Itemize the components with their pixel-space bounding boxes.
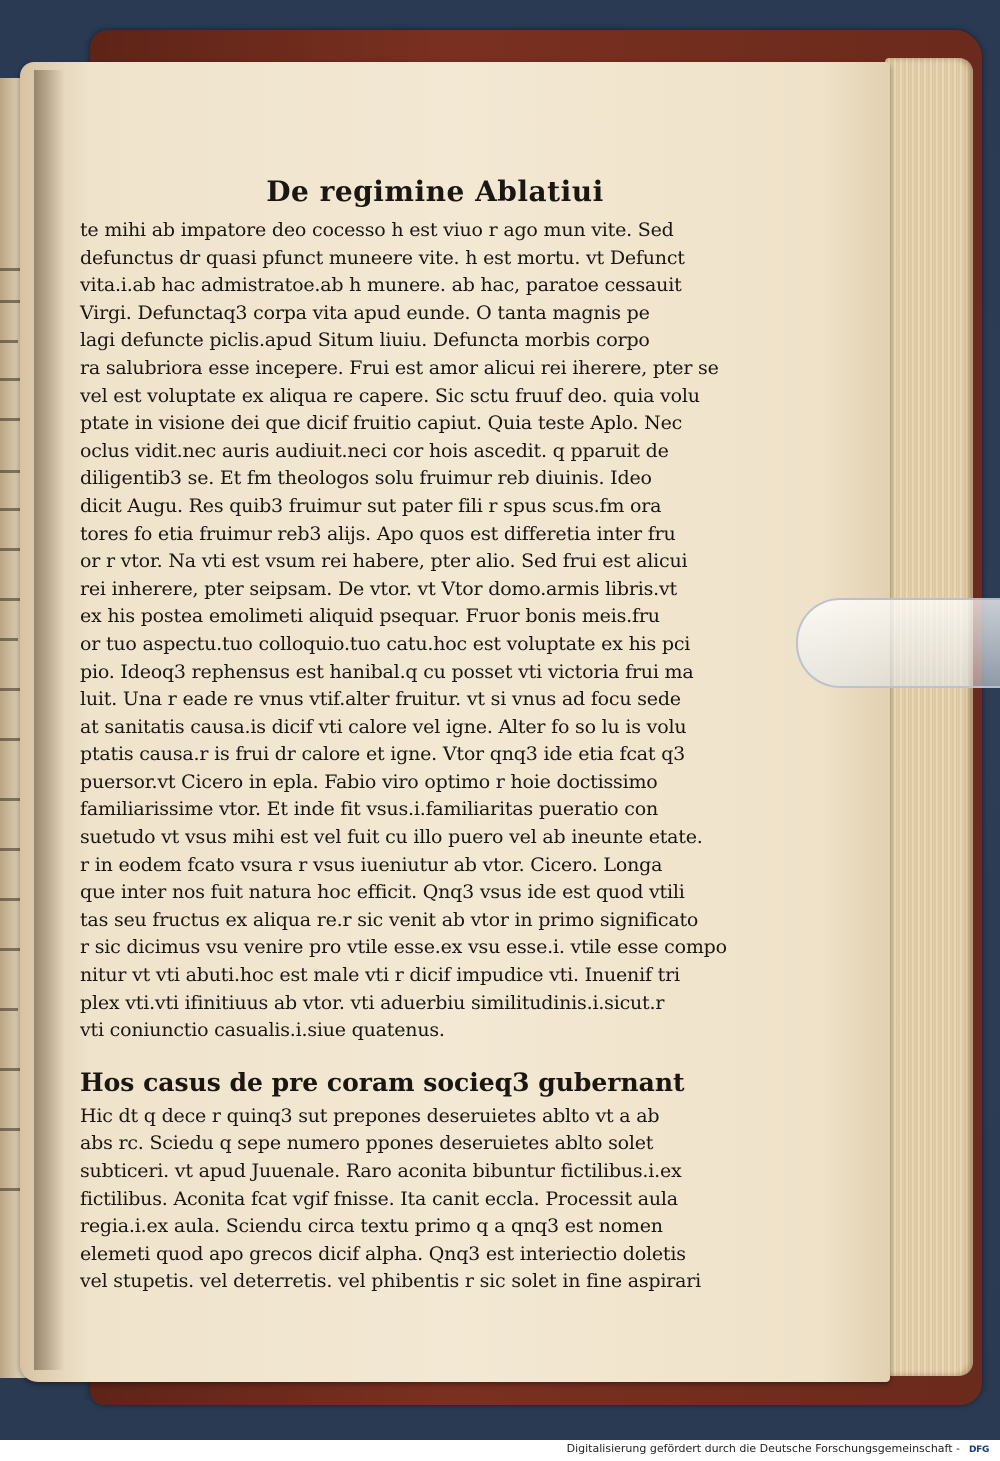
text-line: familiarissime vtor. Et inde fit vsus.i.familiaritas pueratio con — [80, 798, 658, 821]
text-line: te mihi ab impatore deo cocesso h est viuo r ago mun vite. Sed — [80, 219, 674, 241]
text-line: r sic dicimus vsu venire pro vtile esse.ex vsu esse.i. vtile esse compo — [80, 936, 727, 959]
text-line: elemeti quod apo grecos dicif alpha. Qnq3 est interiectio doletis — [80, 1242, 686, 1265]
text-line: ex his postea emolimeti aliquid psequar. Fruor bonis meis.fru — [80, 605, 660, 628]
section-gap — [80, 1045, 760, 1067]
text-line: ptatis causa.r is frui dr calore et igne. Vtor qnq3 ide etia fcat q3 — [80, 743, 686, 766]
text-line: nitur vt vti abuti.hoc est male vti r dicif impudice vti. Inuenif tri — [80, 964, 680, 987]
text-line: regia.i.ex aula. Sciendu circa textu primo q a qnq3 est nomen — [80, 1215, 663, 1238]
text-line: defunctus dr quasi pfunct muneere vite. h est mortu. vt Defunct — [80, 246, 685, 269]
text-line: vel est voluptate ex aliqua re capere. Sic sctu fruuf deo. quia volu — [80, 384, 700, 407]
section-text — [80, 1103, 760, 1296]
page-heading: De regimine Ablatiui — [266, 175, 604, 208]
text-line: tores fo etia fruimur reb3 alijs. Apo quos est differetia inter fru — [80, 522, 676, 545]
text-line: Virgi. Defunctaq3 corpa vita apud eunde. O tanta magnis pe — [80, 301, 650, 324]
text-line: pio. Ideoq3 rephensus est hanibal.q cu posset vti victoria frui ma — [80, 660, 694, 683]
text-line: fictilibus. Aconita fcat vgif fnisse. Ita canit eccla. Processit aula — [80, 1187, 678, 1210]
text-line: ptate in visione dei que dicif fruitio capiut. Quia teste Aplo. Nec — [80, 412, 683, 435]
text-line: tas seu fructus ex aliqua re.r sic venit ab vtor in primo significato — [80, 908, 699, 931]
text-line: ra salubriora esse incepere. Frui est amor alicui rei iherere, pter se — [80, 356, 719, 379]
text-line: rei inherere, pter seipsam. De vtor. vt Vtor domo.armis libris.vt — [80, 577, 677, 600]
section-heading: Hos casus de pre coram socieq3 gubernant — [80, 1067, 685, 1097]
text-line: vita.i.ab hac admistratoe.ab h munere. ab hac, paratoe cessauit — [80, 274, 682, 297]
text-line: or tuo aspectu.tuo colloquio.tuo catu.hoc est voluptate ex his pci — [80, 632, 691, 655]
text-line: diligentib3 se. Et fm theologos solu fruimur reb diuinis. Ideo — [80, 467, 652, 490]
text-line: puersor.vt Cicero in epla. Fabio viro optimo r hoie doctissimo — [80, 770, 658, 793]
text-line: oclus vidit.nec auris audiuit.neci cor hois ascedit. q pparuit de — [80, 439, 669, 462]
text-line: vel stupetis. vel deterretis. vel phibentis r sic solet in fine aspirari — [80, 1270, 701, 1293]
text-line: lagi defuncte piclis.apud Situm liuiu. Defuncta morbis corpo — [80, 329, 650, 352]
text-line: luit. Una r eade re vnus vtif.alter fruitur. vt si vnus ad focu sede — [80, 688, 681, 711]
text-line: at sanitatis causa.is dicif vti calore vel igne. Alter fo so lu is volu — [80, 715, 687, 738]
page-clip — [796, 598, 1000, 688]
text-line: suetudo vt vsus mihi est vel fuit cu illo puero vel ab ineunte etate. — [80, 826, 703, 849]
page-text — [80, 175, 760, 1296]
text-line: abs rc. Sciedu q sepe numero ppones deseruietes ablto solet — [80, 1132, 654, 1155]
text-line: or r vtor. Na vti est vsum rei habere, pter alio. Sed frui est alicui — [80, 550, 688, 573]
text-line: que inter nos fuit natura hoc efficit. Qnq3 vsus ide est quod vtili — [80, 881, 685, 904]
dfg-logo: DFG — [968, 1445, 990, 1455]
text-line: subticeri. vt apud Juuenale. Raro aconita bibuntur fictilibus.i.ex — [80, 1160, 682, 1182]
text-line: vti coniunctio casualis.i.siue quatenus. — [80, 1019, 445, 1042]
text-line: plex vti.vti ifinitiuus ab vtor. vti aduerbiu similitudinis.i.sicut.r — [80, 991, 665, 1014]
text-line: r in eodem fcato vsura r vsus iueniutur ab vtor. Cicero. Longa — [80, 853, 663, 876]
funding-credit: Digitalisierung gefördert durch die Deutsche Forschungsgemeinschaft - — [566, 1442, 960, 1455]
text-line: dicit Augu. Res quib3 fruimur sut pater fili r spus scus.fm ora — [80, 494, 662, 517]
text-line: Hic dt q dece r quinq3 sut prepones deseruietes ablto vt a ab — [80, 1104, 660, 1127]
body-text — [80, 217, 760, 1045]
gutter-shadow — [34, 70, 64, 1370]
page-fore-edge — [885, 58, 973, 1376]
